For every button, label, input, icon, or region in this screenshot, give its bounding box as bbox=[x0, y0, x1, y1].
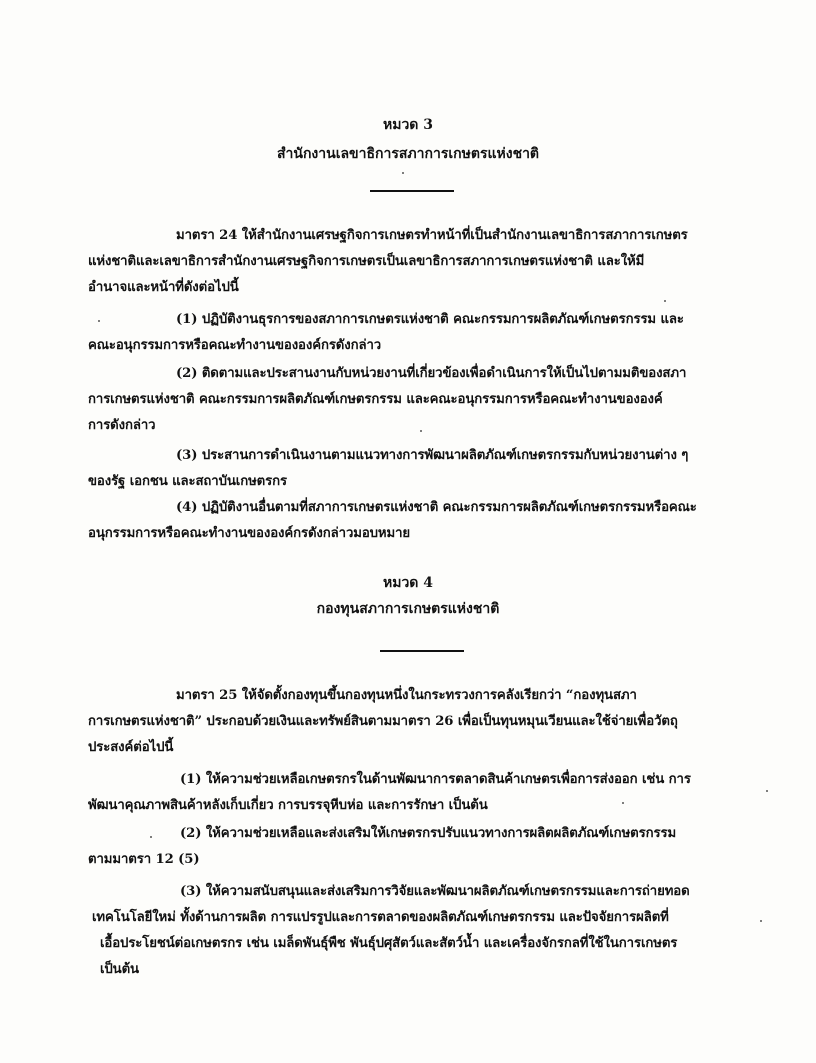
article-25-item-2-line-2: ตามมาตรา 12 (5) bbox=[88, 852, 200, 867]
section-4-title: กองทุนสภาการเกษตรแห่งชาติ bbox=[316, 601, 500, 617]
article-25-line-1: มาตรา 25 ให้จัดตั้งกองทุนขึ้นกองทุนหนึ่งในกระทรวงการคลังเรียกว่า “กองทุนสภา bbox=[176, 688, 637, 703]
scan-speck bbox=[766, 790, 768, 792]
article-24-item-2-line-3: การดังกล่าว bbox=[88, 418, 156, 433]
section-3-heading: หมวด 3 bbox=[382, 117, 434, 133]
article-25-item-3-line-3: เอื้อประโยชน์ต่อเกษตรกร เช่น เมล็ดพันธุ์พืช พันธุ์ปศุสัตว์และสัตว์น้ำ และเครื่องจักรกลที่ใช้ในการเกษตร bbox=[100, 936, 678, 951]
article-24-line-3: อำนาจและหน้าที่ดังต่อไปนี้ bbox=[88, 280, 239, 295]
section-4-heading: หมวด 4 bbox=[382, 575, 434, 591]
scan-speck bbox=[622, 802, 624, 804]
article-25-item-3-line-4: เป็นต้น bbox=[100, 962, 139, 977]
article-24-item-1-line-2: คณะอนุกรรมการหรือคณะทำงานขององค์กรดังกล่าว bbox=[88, 338, 382, 353]
article-24-item-4-line-1: (4) ปฏิบัติงานอื่นตามที่สภาการเกษตรแห่งชาติ คณะกรรมการผลิตภัณฑ์เกษตรกรรมหรือคณะ bbox=[176, 500, 697, 515]
section-3-title: สำนักงานเลขาธิการสภาการเกษตรแห่งชาติ bbox=[276, 146, 540, 162]
article-24-item-4-line-2: อนุกรรมการหรือคณะทำงานขององค์กรดังกล่าวมอบหมาย bbox=[88, 526, 411, 541]
scan-speck bbox=[98, 320, 100, 322]
scan-speck bbox=[760, 920, 762, 922]
section-4-divider bbox=[380, 650, 464, 652]
article-24-item-1-line-1: (1) ปฏิบัติงานธุรการของสภาการเกษตรแห่งชาติ คณะกรรมการผลิตภัณฑ์เกษตรกรรม และ bbox=[176, 312, 684, 327]
article-24-item-2-line-1: (2) ติดตามและประสานงานกับหน่วยงานที่เกี่ยวข้องเพื่อดำเนินการให้เป็นไปตามมติของสภา bbox=[176, 366, 687, 381]
article-25-item-1-line-2: พัฒนาคุณภาพสินค้าหลังเก็บเกี่ยว การบรรจุหีบห่อ และการรักษา เป็นต้น bbox=[88, 798, 488, 813]
article-24-item-3-line-1: (3) ประสานการดำเนินงานตามแนวทางการพัฒนาผลิตภัณฑ์เกษตรกรรมกับหน่วยงานต่าง ๆ bbox=[176, 448, 689, 463]
article-25-item-3-line-2: เทคโนโลยีใหม่ ทั้งด้านการผลิต การแปรรูปและการตลาดของผลิตภัณฑ์เกษตรกรรม และปัจจัยการผลิตที่ bbox=[92, 910, 669, 925]
article-24-item-2-line-2: การเกษตรแห่งชาติ คณะกรรมการผลิตภัณฑ์เกษตรกรรม และคณะอนุกรรมการหรือคณะทำงานขององค์ bbox=[88, 392, 663, 407]
scan-speck bbox=[420, 430, 422, 432]
scan-speck bbox=[150, 836, 152, 838]
article-25-line-3: ประสงค์ต่อไปนี้ bbox=[88, 740, 174, 755]
scan-speck bbox=[402, 172, 404, 174]
article-25-item-2-line-1: (2) ให้ความช่วยเหลือและส่งเสริมให้เกษตรกรปรับแนวทางการผลิตผลิตภัณฑ์เกษตรกรรม bbox=[180, 826, 677, 841]
article-24-line-1: มาตรา 24 ให้สำนักงานเศรษฐกิจการเกษตรทำหน้าที่เป็นสำนักงานเลขาธิการสภาการเกษตร bbox=[176, 228, 688, 243]
article-25-line-2: การเกษตรแห่งชาติ” ประกอบด้วยเงินและทรัพย์สินตามมาตรา 26 เพื่อเป็นทุนหมุนเวียนและใช้จ่ายเพื่อวัตถุ bbox=[88, 714, 678, 729]
article-25-item-1-line-1: (1) ให้ความช่วยเหลือเกษตรกรในด้านพัฒนาการตลาดสินค้าเกษตรเพื่อการส่งออก เช่น การ bbox=[180, 772, 691, 787]
scan-speck bbox=[664, 300, 666, 302]
section-3-divider bbox=[370, 190, 454, 192]
article-24-line-2: แห่งชาติและเลขาธิการสำนักงานเศรษฐกิจการเกษตรเป็นเลขาธิการสภาการเกษตรแห่งชาติ และให้มี bbox=[88, 254, 645, 269]
article-24-item-3-line-2: ของรัฐ เอกชน และสถาบันเกษตรกร bbox=[88, 474, 287, 489]
article-25-item-3-line-1: (3) ให้ความสนับสนุนและส่งเสริมการวิจัยและพัฒนาผลิตภัณฑ์เกษตรกรรมและการถ่ายทอด bbox=[180, 884, 690, 899]
